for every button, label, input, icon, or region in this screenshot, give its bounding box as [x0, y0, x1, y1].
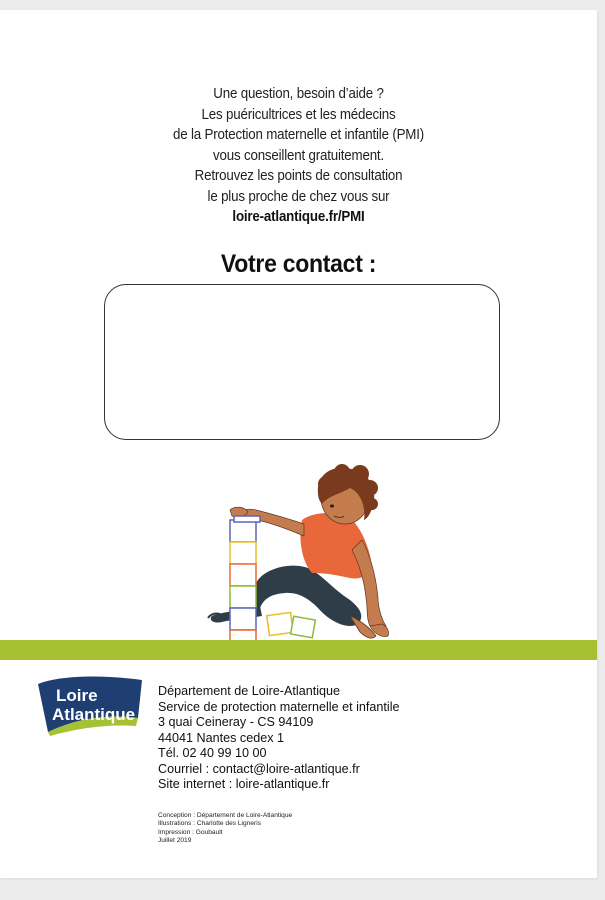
intro-line: Les puéricultrices et les médecins	[201, 106, 396, 123]
address-block	[158, 684, 400, 793]
pmi-website-link[interactable]: loire-atlantique.fr/PMI	[232, 209, 365, 225]
intro-line: Retrouvez les points de consultation	[194, 168, 403, 184]
address-line: 44041 Nantes cedex 1	[158, 730, 285, 745]
intro-line: le plus proche de chez vous sur	[207, 188, 390, 205]
intro-line: de la Protection maternelle et infantile (PMI)	[172, 127, 425, 143]
svg-text:Atlantique: Atlantique	[52, 705, 136, 724]
contact-box	[104, 284, 500, 440]
website-link[interactable]: Site internet : loire-atlantique.fr	[158, 777, 330, 791]
intro-line: Une question, besoin d’aide ?	[213, 86, 384, 102]
credit-line: Illustrations : Charlotte des Ligneris	[158, 820, 261, 828]
loire-atlantique-logo	[38, 674, 142, 736]
contact-title: Votre contact :	[220, 250, 377, 278]
svg-text:Loire: Loire	[56, 686, 98, 705]
address-line: Département de Loire-Atlantique	[158, 684, 341, 698]
credit-line: Conception : Département de Loire-Atlantique	[158, 812, 293, 819]
credits-block	[158, 812, 292, 845]
green-band	[0, 640, 597, 660]
email-link[interactable]: Courriel : contact@loire-atlantique.fr	[158, 761, 360, 776]
intro-line: vous conseillent gratuitement.	[213, 147, 384, 164]
credit-line: Juillet 2019	[158, 836, 192, 844]
address-line: Service de protection maternelle et infantile	[158, 699, 400, 714]
back-cover-page	[0, 10, 597, 878]
credit-line: Impression : Goubault	[158, 828, 223, 836]
address-line: 3 quai Ceineray - CS 94109	[158, 715, 314, 729]
phone-number[interactable]: Tél. 02 40 99 10 00	[158, 746, 267, 760]
child-stacking-blocks-illustration	[200, 458, 400, 653]
intro-text	[24, 84, 573, 228]
